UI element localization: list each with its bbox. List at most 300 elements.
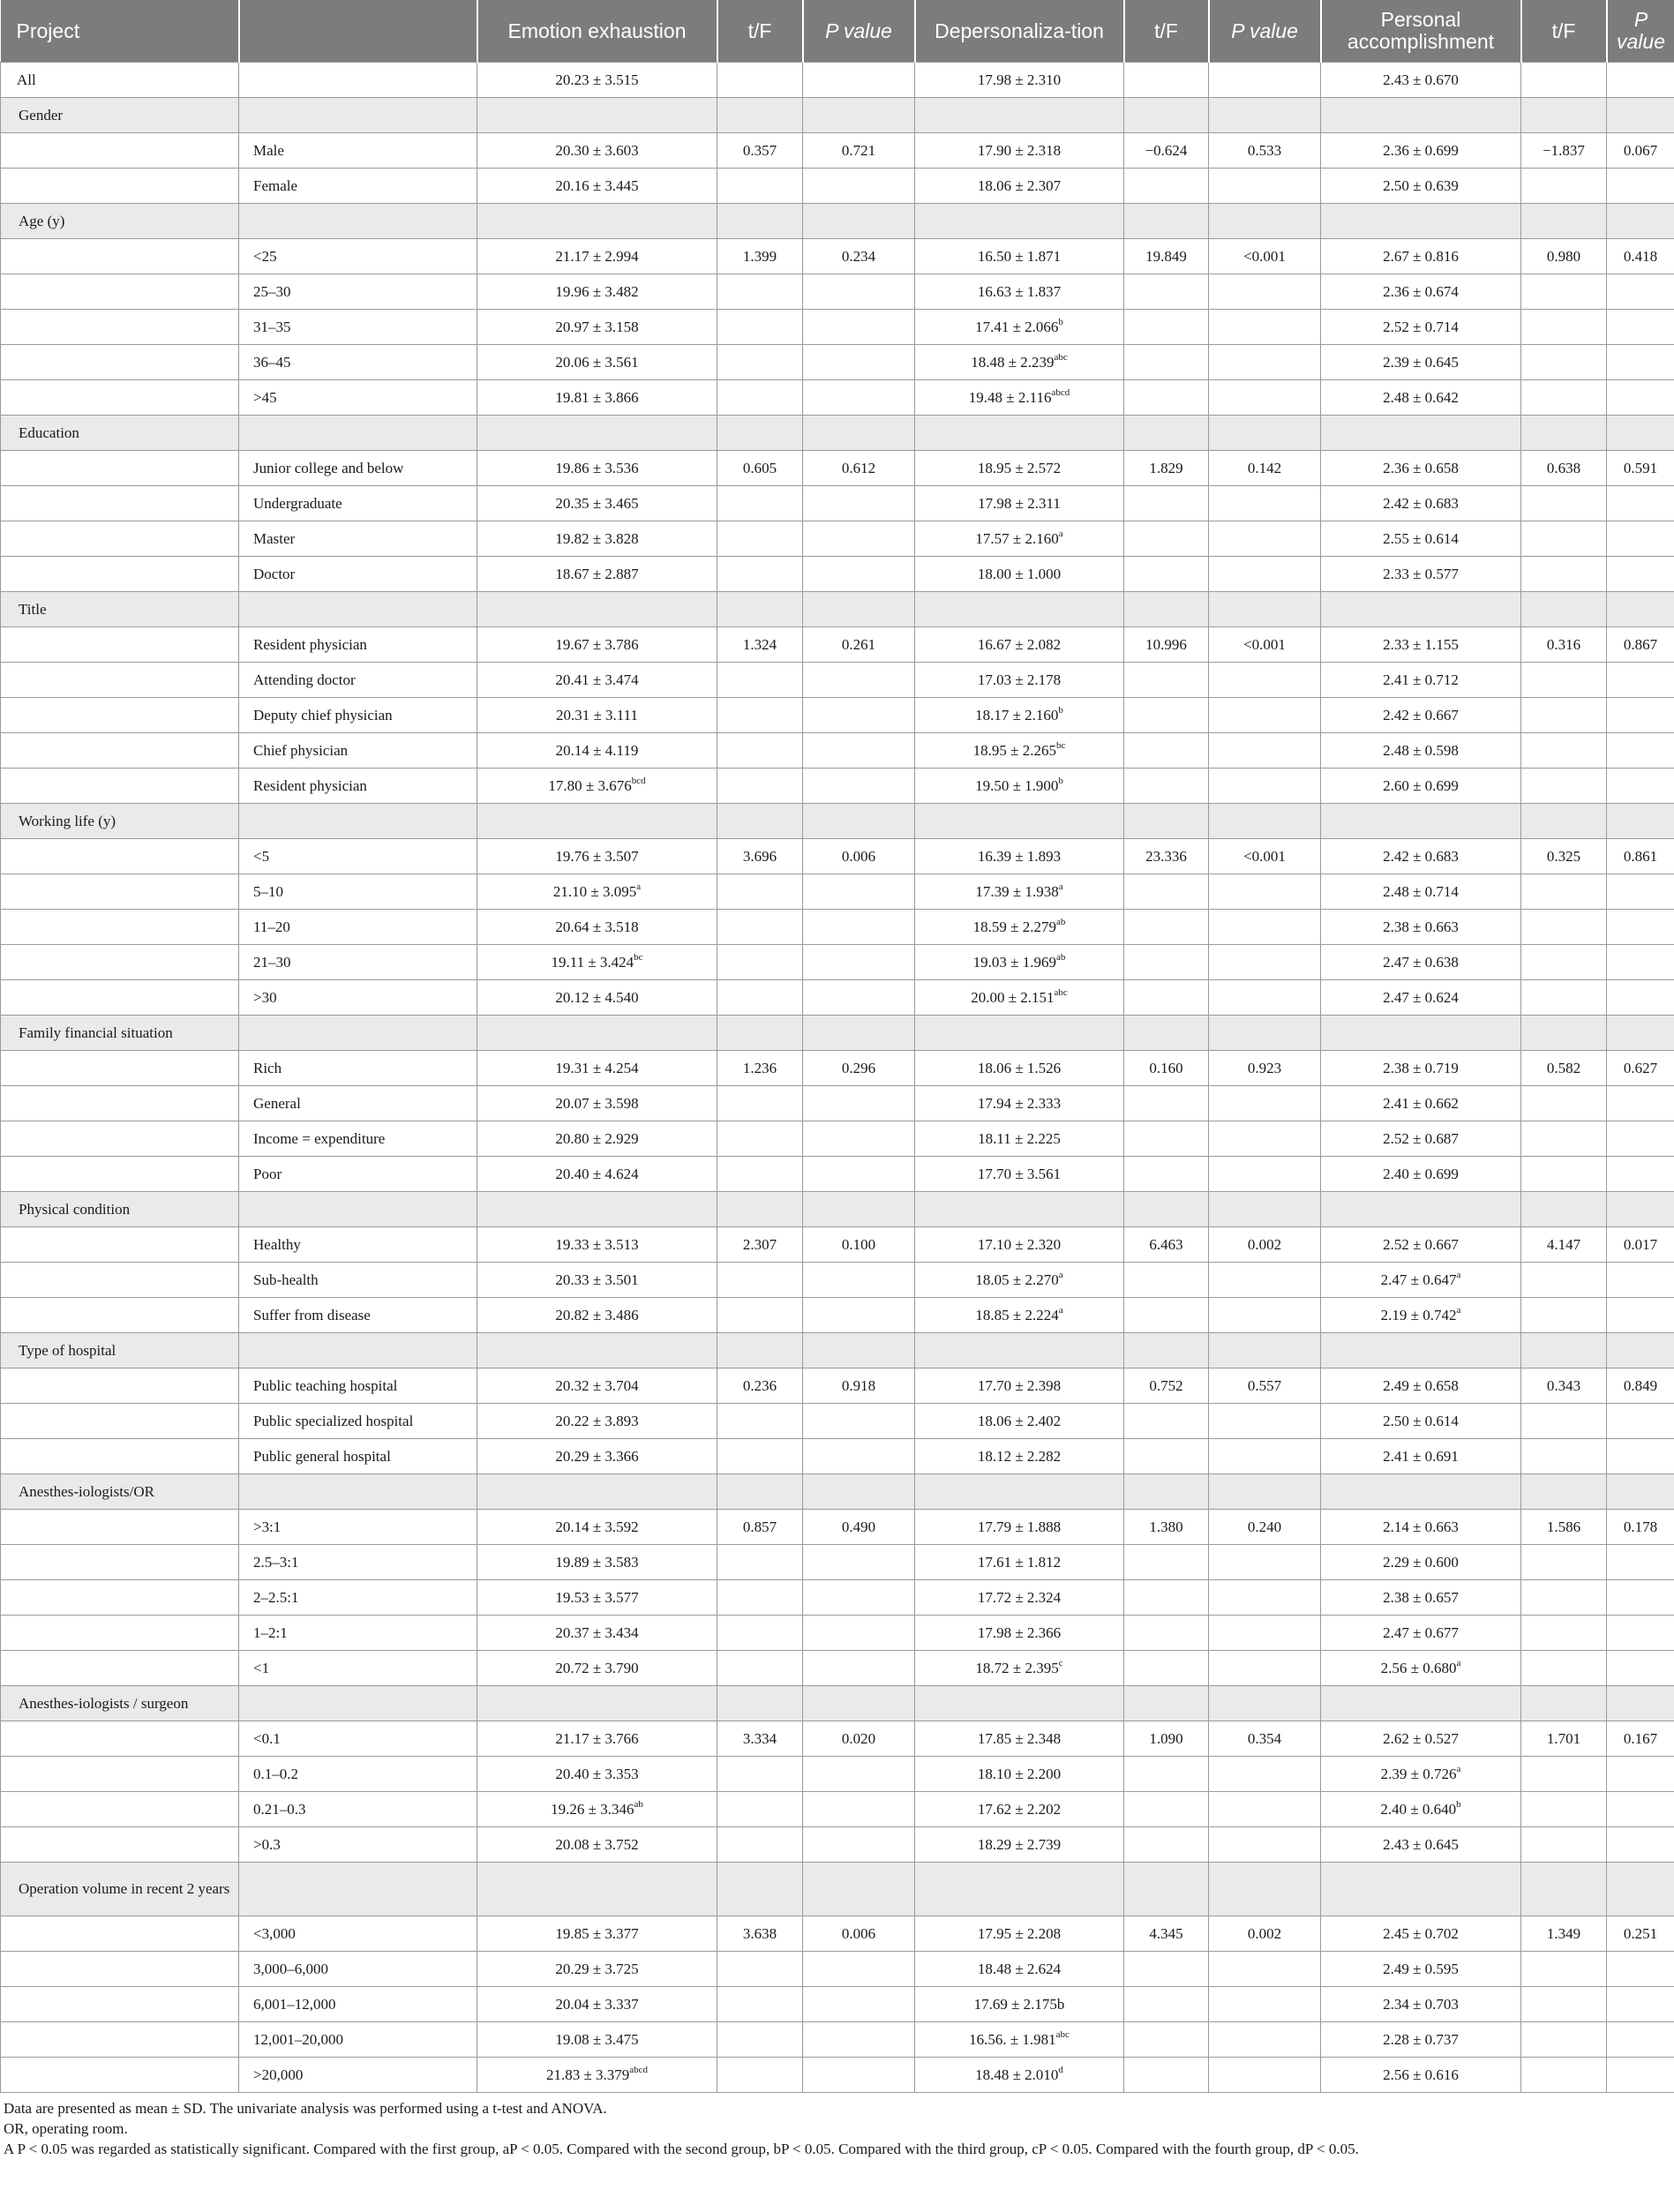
ee-tf-cell bbox=[717, 1952, 803, 1987]
table-row bbox=[1, 1368, 1674, 1404]
emotion-exhaustion-value: 20.08 ± 3.752 bbox=[555, 1835, 639, 1853]
ee-pvalue-cell bbox=[803, 1404, 915, 1439]
group-label: Anesthes-iologists / surgeon bbox=[1, 1686, 239, 1721]
header-pa-tf: t/F bbox=[1521, 0, 1607, 63]
dp-pvalue-cell bbox=[1209, 980, 1321, 1016]
emotion-exhaustion-cell bbox=[477, 1757, 717, 1792]
ee-pvalue-cell: 0.006 bbox=[803, 1916, 915, 1952]
group-cell bbox=[1, 2058, 239, 2093]
subgroup-cell: 12,001–20,000 bbox=[239, 2022, 477, 2058]
depersonalization-value: 17.98 ± 2.366 bbox=[977, 1623, 1062, 1641]
empty-cell bbox=[915, 1474, 1124, 1510]
ee-tf-cell bbox=[717, 1121, 803, 1157]
pa-tf-cell bbox=[1521, 1157, 1607, 1192]
empty-cell bbox=[915, 416, 1124, 451]
depersonalization-value: 16.56. ± 1.981 bbox=[969, 2030, 1056, 2048]
pa-pvalue-cell bbox=[1607, 521, 1674, 557]
pa-pvalue-cell bbox=[1607, 274, 1674, 310]
emotion-exhaustion-cell bbox=[477, 627, 717, 663]
group-row bbox=[1, 1192, 1674, 1227]
pa-tf-cell bbox=[1521, 310, 1607, 345]
depersonalization-value: 18.12 ± 2.282 bbox=[977, 1447, 1062, 1465]
emotion-exhaustion-value: 19.89 ± 3.583 bbox=[555, 1553, 639, 1571]
dp-tf-cell bbox=[1124, 2022, 1209, 2058]
depersonalization-superscript: d bbox=[1058, 2064, 1063, 2075]
personal-accomplishment-cell bbox=[1321, 345, 1521, 380]
ee-tf-cell bbox=[717, 310, 803, 345]
depersonalization-value: 18.06 ± 1.526 bbox=[977, 1059, 1062, 1076]
empty-cell bbox=[803, 1333, 915, 1368]
pa-tf-cell: 1.701 bbox=[1521, 1721, 1607, 1757]
personal-accomplishment-value: 2.42 ± 0.683 bbox=[1383, 494, 1459, 512]
ee-tf-cell: 3.334 bbox=[717, 1721, 803, 1757]
dp-tf-cell bbox=[1124, 1616, 1209, 1651]
table-row bbox=[1, 1545, 1674, 1580]
group-cell bbox=[1, 557, 239, 592]
depersonalization-superscript: b bbox=[1058, 704, 1063, 716]
personal-accomplishment-value: 2.47 ± 0.638 bbox=[1383, 953, 1459, 971]
group-label: Type of hospital bbox=[1, 1333, 239, 1368]
emotion-exhaustion-cell bbox=[477, 1651, 717, 1686]
dp-pvalue-cell bbox=[1209, 521, 1321, 557]
dp-pvalue-cell bbox=[1209, 2058, 1321, 2093]
depersonalization-cell bbox=[915, 1157, 1124, 1192]
subgroup-cell: Poor bbox=[239, 1157, 477, 1192]
emotion-exhaustion-value: 21.17 ± 2.994 bbox=[555, 247, 639, 265]
emotion-exhaustion-cell bbox=[477, 1545, 717, 1580]
pa-pvalue-cell: 0.867 bbox=[1607, 627, 1674, 663]
depersonalization-value: 17.70 ± 2.398 bbox=[977, 1376, 1062, 1394]
depersonalization-cell bbox=[915, 1086, 1124, 1121]
depersonalization-value: 17.85 ± 2.348 bbox=[977, 1729, 1062, 1747]
table-row bbox=[1, 663, 1674, 698]
subgroup-cell: <1 bbox=[239, 1651, 477, 1686]
personal-accomplishment-value: 2.41 ± 0.662 bbox=[1383, 1094, 1459, 1112]
ee-pvalue-cell bbox=[803, 874, 915, 910]
personal-accomplishment-cell bbox=[1321, 1916, 1521, 1952]
emotion-exhaustion-value: 20.22 ± 3.893 bbox=[555, 1412, 639, 1429]
dp-pvalue-cell bbox=[1209, 1827, 1321, 1863]
group-cell bbox=[1, 274, 239, 310]
empty-cell bbox=[1321, 204, 1521, 239]
empty-cell bbox=[1209, 1863, 1321, 1916]
personal-accomplishment-cell bbox=[1321, 1263, 1521, 1298]
personal-accomplishment-cell bbox=[1321, 1792, 1521, 1827]
ee-pvalue-cell bbox=[803, 1580, 915, 1616]
empty-cell bbox=[1321, 1333, 1521, 1368]
empty-cell bbox=[1521, 204, 1607, 239]
ee-pvalue-cell bbox=[803, 1827, 915, 1863]
depersonalization-cell bbox=[915, 733, 1124, 769]
depersonalization-value: 20.00 ± 2.151 bbox=[971, 988, 1055, 1006]
ee-tf-cell: 1.236 bbox=[717, 1051, 803, 1086]
dp-pvalue-cell: <0.001 bbox=[1209, 839, 1321, 874]
empty-cell bbox=[1521, 416, 1607, 451]
ee-pvalue-cell bbox=[803, 521, 915, 557]
personal-accomplishment-cell bbox=[1321, 380, 1521, 416]
pa-tf-cell bbox=[1521, 733, 1607, 769]
group-cell bbox=[1, 910, 239, 945]
subgroup-cell: 3,000–6,000 bbox=[239, 1952, 477, 1987]
ee-tf-cell: 2.307 bbox=[717, 1227, 803, 1263]
emotion-exhaustion-cell bbox=[477, 486, 717, 521]
emotion-exhaustion-cell bbox=[477, 2058, 717, 2093]
group-cell bbox=[1, 1121, 239, 1157]
depersonalization-cell bbox=[915, 1404, 1124, 1439]
depersonalization-cell bbox=[915, 521, 1124, 557]
depersonalization-cell bbox=[915, 1510, 1124, 1545]
dp-tf-cell: 0.160 bbox=[1124, 1051, 1209, 1086]
personal-accomplishment-cell bbox=[1321, 698, 1521, 733]
table-row bbox=[1, 239, 1674, 274]
pa-tf-cell bbox=[1521, 1952, 1607, 1987]
table-row bbox=[1, 1227, 1674, 1263]
ee-tf-cell bbox=[717, 1545, 803, 1580]
pa-pvalue-cell bbox=[1607, 1404, 1674, 1439]
emotion-exhaustion-value: 20.72 ± 3.790 bbox=[555, 1659, 639, 1676]
empty-cell bbox=[477, 1192, 717, 1227]
emotion-exhaustion-cell bbox=[477, 1510, 717, 1545]
table-row bbox=[1, 769, 1674, 804]
personal-accomplishment-value: 2.56 ± 0.680 bbox=[1380, 1659, 1457, 1676]
empty-cell bbox=[1607, 804, 1674, 839]
pa-pvalue-cell bbox=[1607, 769, 1674, 804]
pa-tf-cell bbox=[1521, 63, 1607, 98]
table-row bbox=[1, 1439, 1674, 1474]
depersonalization-value: 18.48 ± 2.239 bbox=[971, 353, 1055, 371]
empty-cell bbox=[1521, 1333, 1607, 1368]
header-depersonalization: Depersonaliza-tion bbox=[915, 0, 1124, 63]
empty-cell bbox=[239, 1192, 477, 1227]
ee-pvalue-cell bbox=[803, 1616, 915, 1651]
depersonalization-value: 17.95 ± 2.208 bbox=[977, 1924, 1062, 1942]
emotion-exhaustion-superscript: bcd bbox=[631, 775, 646, 786]
empty-cell bbox=[717, 1474, 803, 1510]
ee-tf-cell: 1.399 bbox=[717, 239, 803, 274]
pa-pvalue-cell bbox=[1607, 1298, 1674, 1333]
ee-pvalue-cell bbox=[803, 345, 915, 380]
ee-pvalue-cell bbox=[803, 1792, 915, 1827]
empty-cell bbox=[803, 1016, 915, 1051]
empty-cell bbox=[803, 592, 915, 627]
ee-tf-cell bbox=[717, 874, 803, 910]
group-cell bbox=[1, 310, 239, 345]
emotion-exhaustion-cell bbox=[477, 874, 717, 910]
header-row bbox=[1, 0, 1674, 63]
empty-cell bbox=[477, 416, 717, 451]
pa-tf-cell bbox=[1521, 1987, 1607, 2022]
ee-tf-cell bbox=[717, 1404, 803, 1439]
table-row bbox=[1, 169, 1674, 204]
dp-pvalue-cell bbox=[1209, 1086, 1321, 1121]
emotion-exhaustion-cell bbox=[477, 1368, 717, 1404]
table-row bbox=[1, 557, 1674, 592]
subgroup-cell: Sub-health bbox=[239, 1263, 477, 1298]
pa-pvalue-cell bbox=[1607, 1157, 1674, 1192]
ee-tf-cell: 3.638 bbox=[717, 1916, 803, 1952]
dp-tf-cell bbox=[1124, 1580, 1209, 1616]
empty-cell bbox=[1209, 1333, 1321, 1368]
depersonalization-cell bbox=[915, 698, 1124, 733]
group-cell: All bbox=[1, 63, 239, 98]
empty-cell bbox=[1607, 204, 1674, 239]
personal-accomplishment-value: 2.19 ± 0.742 bbox=[1380, 1306, 1457, 1323]
group-cell bbox=[1, 1952, 239, 1987]
personal-accomplishment-value: 2.38 ± 0.657 bbox=[1383, 1588, 1459, 1606]
ee-pvalue-cell bbox=[803, 769, 915, 804]
empty-cell bbox=[1607, 98, 1674, 133]
group-cell bbox=[1, 627, 239, 663]
dp-pvalue-cell bbox=[1209, 945, 1321, 980]
table-row bbox=[1, 980, 1674, 1016]
depersonalization-cell bbox=[915, 2058, 1124, 2093]
empty-cell bbox=[1321, 1686, 1521, 1721]
group-label: Family financial situation bbox=[1, 1016, 239, 1051]
group-cell bbox=[1, 1368, 239, 1404]
ee-pvalue-cell bbox=[803, 910, 915, 945]
ee-pvalue-cell: 0.261 bbox=[803, 627, 915, 663]
dp-pvalue-cell: <0.001 bbox=[1209, 239, 1321, 274]
personal-accomplishment-cell bbox=[1321, 1298, 1521, 1333]
pa-tf-cell bbox=[1521, 1757, 1607, 1792]
ee-pvalue-cell bbox=[803, 169, 915, 204]
group-cell bbox=[1, 663, 239, 698]
depersonalization-cell bbox=[915, 169, 1124, 204]
dp-pvalue-cell: <0.001 bbox=[1209, 627, 1321, 663]
dp-tf-cell bbox=[1124, 521, 1209, 557]
ee-pvalue-cell bbox=[803, 380, 915, 416]
subgroup-cell: Master bbox=[239, 521, 477, 557]
ee-tf-cell bbox=[717, 1263, 803, 1298]
subgroup-cell: Income = expenditure bbox=[239, 1121, 477, 1157]
empty-cell bbox=[1124, 1016, 1209, 1051]
subgroup-cell: Resident physician bbox=[239, 769, 477, 804]
subgroup-cell: 11–20 bbox=[239, 910, 477, 945]
dp-pvalue-cell bbox=[1209, 1616, 1321, 1651]
emotion-exhaustion-cell bbox=[477, 1721, 717, 1757]
emotion-exhaustion-cell bbox=[477, 169, 717, 204]
personal-accomplishment-cell bbox=[1321, 239, 1521, 274]
pa-tf-cell bbox=[1521, 521, 1607, 557]
personal-accomplishment-cell bbox=[1321, 1616, 1521, 1651]
dp-tf-cell bbox=[1124, 1298, 1209, 1333]
personal-accomplishment-cell bbox=[1321, 1545, 1521, 1580]
group-row bbox=[1, 1333, 1674, 1368]
table-row bbox=[1, 1916, 1674, 1952]
pa-pvalue-cell bbox=[1607, 2058, 1674, 2093]
pa-pvalue-cell bbox=[1607, 945, 1674, 980]
personal-accomplishment-value: 2.48 ± 0.642 bbox=[1383, 388, 1459, 406]
group-row bbox=[1, 804, 1674, 839]
ee-tf-cell: 1.324 bbox=[717, 627, 803, 663]
depersonalization-superscript: abc bbox=[1054, 986, 1068, 998]
empty-cell bbox=[803, 1863, 915, 1916]
depersonalization-cell bbox=[915, 1227, 1124, 1263]
depersonalization-value: 16.50 ± 1.871 bbox=[977, 247, 1062, 265]
dp-tf-cell bbox=[1124, 1121, 1209, 1157]
group-row bbox=[1, 1016, 1674, 1051]
subgroup-cell: <3,000 bbox=[239, 1916, 477, 1952]
emotion-exhaustion-value: 19.26 ± 3.346 bbox=[551, 1800, 634, 1818]
empty-cell bbox=[915, 1686, 1124, 1721]
depersonalization-cell bbox=[915, 1721, 1124, 1757]
subgroup-cell: Chief physician bbox=[239, 733, 477, 769]
group-row bbox=[1, 98, 1674, 133]
empty-cell bbox=[1607, 416, 1674, 451]
depersonalization-cell bbox=[915, 1757, 1124, 1792]
table-row bbox=[1, 2022, 1674, 2058]
empty-cell bbox=[1209, 1016, 1321, 1051]
empty-cell bbox=[1607, 1192, 1674, 1227]
depersonalization-cell bbox=[915, 451, 1124, 486]
dp-pvalue-cell bbox=[1209, 1580, 1321, 1616]
empty-cell bbox=[1321, 1016, 1521, 1051]
depersonalization-superscript: b bbox=[1058, 775, 1063, 786]
group-label: Physical condition bbox=[1, 1192, 239, 1227]
empty-cell bbox=[239, 804, 477, 839]
emotion-exhaustion-cell bbox=[477, 1263, 717, 1298]
depersonalization-value: 17.90 ± 2.318 bbox=[977, 141, 1062, 159]
empty-cell bbox=[1321, 1863, 1521, 1916]
pa-tf-cell bbox=[1521, 274, 1607, 310]
depersonalization-cell bbox=[915, 839, 1124, 874]
ee-tf-cell: 0.236 bbox=[717, 1368, 803, 1404]
emotion-exhaustion-value: 20.04 ± 3.337 bbox=[555, 1995, 639, 2013]
depersonalization-value: 18.10 ± 2.200 bbox=[977, 1765, 1062, 1782]
empty-cell bbox=[915, 98, 1124, 133]
subgroup-cell: 31–35 bbox=[239, 310, 477, 345]
pa-pvalue-cell bbox=[1607, 1757, 1674, 1792]
group-row bbox=[1, 1474, 1674, 1510]
dp-tf-cell: 1.380 bbox=[1124, 1510, 1209, 1545]
personal-accomplishment-cell bbox=[1321, 663, 1521, 698]
emotion-exhaustion-cell bbox=[477, 1580, 717, 1616]
empty-cell bbox=[477, 1863, 717, 1916]
emotion-exhaustion-value: 19.31 ± 4.254 bbox=[555, 1059, 639, 1076]
subgroup-cell: Public general hospital bbox=[239, 1439, 477, 1474]
dp-pvalue-cell bbox=[1209, 1298, 1321, 1333]
ee-tf-cell bbox=[717, 1580, 803, 1616]
empty-cell bbox=[717, 592, 803, 627]
table-row bbox=[1, 1404, 1674, 1439]
emotion-exhaustion-value: 21.17 ± 3.766 bbox=[555, 1729, 639, 1747]
dp-tf-cell bbox=[1124, 1086, 1209, 1121]
pa-pvalue-cell bbox=[1607, 310, 1674, 345]
depersonalization-superscript: ab bbox=[1055, 916, 1066, 927]
personal-accomplishment-cell bbox=[1321, 521, 1521, 557]
pa-tf-cell bbox=[1521, 1651, 1607, 1686]
personal-accomplishment-cell bbox=[1321, 1651, 1521, 1686]
emotion-exhaustion-value: 19.96 ± 3.482 bbox=[555, 282, 639, 300]
empty-cell bbox=[717, 1333, 803, 1368]
ee-tf-cell bbox=[717, 1651, 803, 1686]
ee-tf-cell bbox=[717, 733, 803, 769]
empty-cell bbox=[915, 804, 1124, 839]
pa-pvalue-cell bbox=[1607, 663, 1674, 698]
personal-accomplishment-value: 2.36 ± 0.699 bbox=[1383, 141, 1459, 159]
pa-tf-cell: 4.147 bbox=[1521, 1227, 1607, 1263]
depersonalization-value: 17.39 ± 1.938 bbox=[975, 882, 1059, 900]
group-cell bbox=[1, 2022, 239, 2058]
pa-tf-cell: 0.582 bbox=[1521, 1051, 1607, 1086]
pa-pvalue-cell bbox=[1607, 980, 1674, 1016]
empty-cell bbox=[239, 1016, 477, 1051]
depersonalization-cell bbox=[915, 380, 1124, 416]
table-row bbox=[1, 1086, 1674, 1121]
group-label: Education bbox=[1, 416, 239, 451]
depersonalization-cell bbox=[915, 627, 1124, 663]
emotion-exhaustion-cell bbox=[477, 310, 717, 345]
dp-pvalue-cell bbox=[1209, 1263, 1321, 1298]
emotion-exhaustion-value: 20.40 ± 3.353 bbox=[555, 1765, 639, 1782]
pa-pvalue-cell bbox=[1607, 1987, 1674, 2022]
ee-pvalue-cell bbox=[803, 1157, 915, 1192]
table-row bbox=[1, 1651, 1674, 1686]
empty-cell bbox=[1209, 1686, 1321, 1721]
depersonalization-cell bbox=[915, 1952, 1124, 1987]
empty-cell bbox=[1124, 804, 1209, 839]
subgroup-cell: 5–10 bbox=[239, 874, 477, 910]
pa-tf-cell bbox=[1521, 169, 1607, 204]
empty-cell bbox=[1124, 1686, 1209, 1721]
ee-pvalue-cell: 0.721 bbox=[803, 133, 915, 169]
depersonalization-value: 18.05 ± 2.270 bbox=[975, 1271, 1059, 1288]
depersonalization-value: 17.62 ± 2.202 bbox=[977, 1800, 1062, 1818]
dp-tf-cell bbox=[1124, 345, 1209, 380]
pa-pvalue-cell bbox=[1607, 1580, 1674, 1616]
empty-cell bbox=[1209, 416, 1321, 451]
personal-accomplishment-cell bbox=[1321, 1721, 1521, 1757]
personal-accomplishment-value: 2.42 ± 0.683 bbox=[1383, 847, 1459, 865]
personal-accomplishment-value: 2.48 ± 0.714 bbox=[1383, 882, 1459, 900]
empty-cell bbox=[477, 1474, 717, 1510]
ee-tf-cell bbox=[717, 1987, 803, 2022]
pa-tf-cell bbox=[1521, 1263, 1607, 1298]
pa-pvalue-cell: 0.067 bbox=[1607, 133, 1674, 169]
empty-cell bbox=[1607, 1863, 1674, 1916]
emotion-exhaustion-value: 20.82 ± 3.486 bbox=[555, 1306, 639, 1323]
emotion-exhaustion-cell bbox=[477, 345, 717, 380]
subgroup-cell: <5 bbox=[239, 839, 477, 874]
empty-cell bbox=[717, 804, 803, 839]
depersonalization-cell bbox=[915, 2022, 1124, 2058]
group-cell bbox=[1, 1157, 239, 1192]
empty-cell bbox=[477, 204, 717, 239]
depersonalization-cell bbox=[915, 1616, 1124, 1651]
personal-accomplishment-value: 2.39 ± 0.645 bbox=[1383, 353, 1459, 371]
group-cell bbox=[1, 733, 239, 769]
group-label: Operation volume in recent 2 years bbox=[1, 1863, 239, 1916]
personal-accomplishment-value: 2.39 ± 0.726 bbox=[1380, 1765, 1457, 1782]
depersonalization-cell bbox=[915, 1545, 1124, 1580]
emotion-exhaustion-value: 19.86 ± 3.536 bbox=[555, 459, 639, 476]
empty-cell bbox=[803, 1686, 915, 1721]
dp-pvalue-cell bbox=[1209, 1651, 1321, 1686]
ee-tf-cell bbox=[717, 345, 803, 380]
dp-tf-cell bbox=[1124, 663, 1209, 698]
emotion-exhaustion-cell bbox=[477, 63, 717, 98]
empty-cell bbox=[803, 1474, 915, 1510]
ee-pvalue-cell: 0.006 bbox=[803, 839, 915, 874]
depersonalization-value: 17.10 ± 2.320 bbox=[977, 1235, 1062, 1253]
empty-cell bbox=[915, 592, 1124, 627]
empty-cell bbox=[915, 1192, 1124, 1227]
depersonalization-cell bbox=[915, 1651, 1124, 1686]
pa-pvalue-cell bbox=[1607, 63, 1674, 98]
depersonalization-value: 17.03 ± 2.178 bbox=[977, 671, 1062, 688]
group-cell bbox=[1, 239, 239, 274]
subgroup-cell: <0.1 bbox=[239, 1721, 477, 1757]
